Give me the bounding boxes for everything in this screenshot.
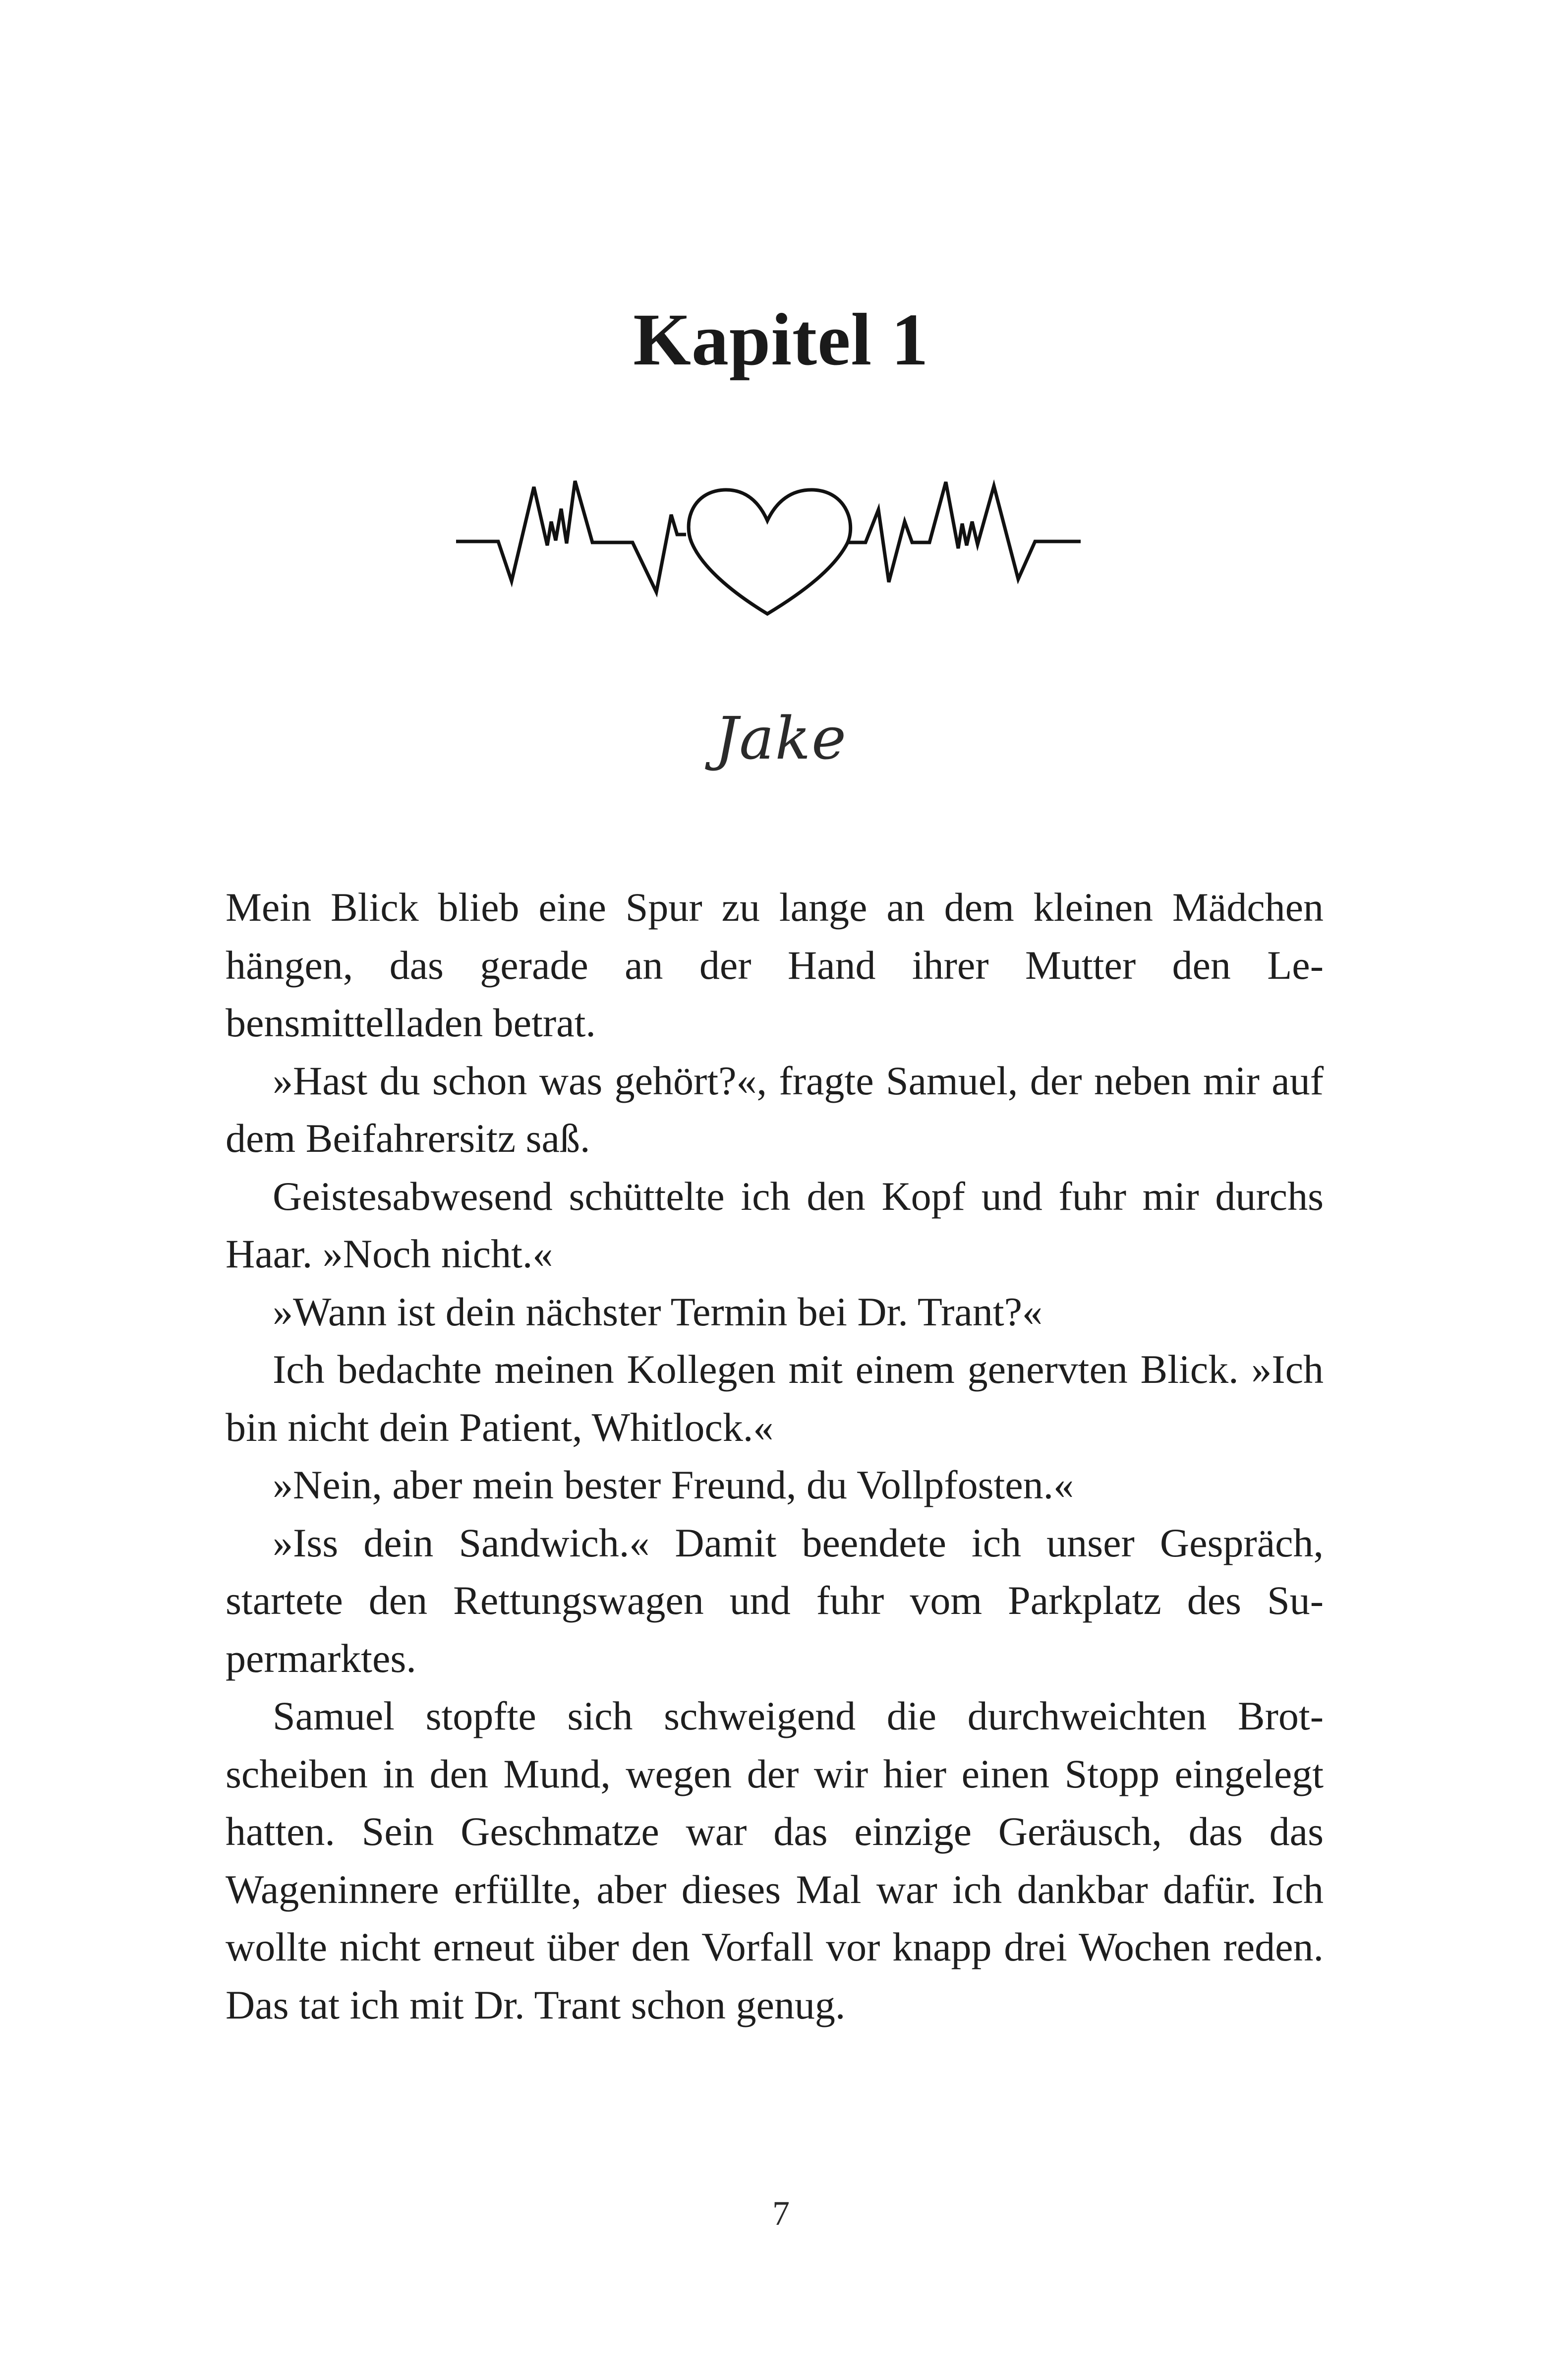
paragraph: Ich bedachte meinen Kollegen mit einem genervten Blick. »Ich bin nicht dein Patient, Whitlock.« [226, 1347, 1324, 1450]
paragraph: Mein Blick blieb eine Spur zu lange an dem kleinen Mädchen hängen, das gerade an der Hand ihrer Mutter den Lebensmittelladen betrat. [226, 885, 1324, 1045]
chapter-title: Kapitel 1 [633, 298, 929, 381]
paragraph: »Wann ist dein nächster Termin bei Dr. Trant?« [273, 1289, 1042, 1334]
chapter-body [226, 879, 1324, 2034]
heartbeat-heart-icon [456, 476, 1081, 625]
paragraph: »Nein, aber mein bester Freund, du Vollpfosten.« [273, 1462, 1074, 1507]
narrator-name: Jake [715, 704, 847, 773]
paragraph: »Iss dein Sandwich.« Damit beendete ich unser Gespräch, startete den Rettungswagen und fuhr vom Parkplatz des Supermarktes. [226, 1520, 1324, 1681]
page-number: 7 [772, 2195, 790, 2233]
paragraph: Geistesabwesend schüttelte ich den Kopf und fuhr mir durchs Haar. »Noch nicht.« [226, 1173, 1324, 1276]
paragraph: »Hast du schon was gehört?«, fragte Samuel, der neben mir auf dem Beifahrersitz saß. [226, 1058, 1324, 1161]
paragraph: Samuel stopfte sich schweigend die durchweichten Brotscheiben in den Mund, wegen der wir hier einen Stopp eingelegt hatten. Sein Geschmatze war das einzige Geräusch, das das Wageninnere erfüllte, aber dieses Mal war ich dankbar dafür. Ich wollte nicht erneut über den Vorfall vor knapp drei Wochen reden. Das tat ich mit Dr. Trant schon genug. [226, 1693, 1324, 2027]
